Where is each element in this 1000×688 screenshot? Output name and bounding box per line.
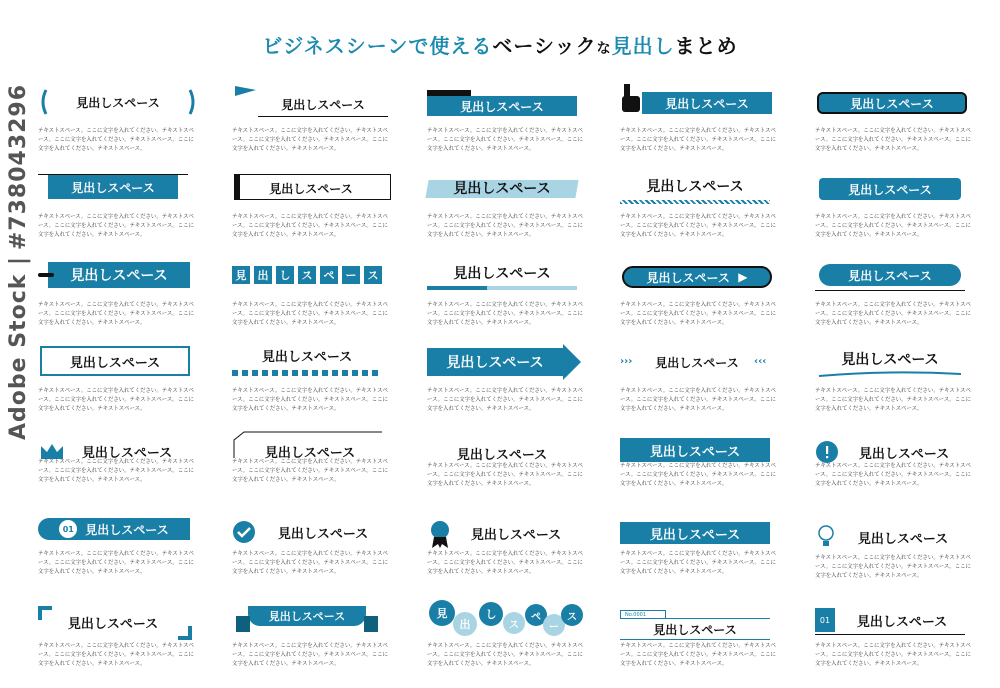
body-text: テキストスペース。ここに文字を入れてください。テキストスペース。ここに文字を入れてください。テキストスペース。ここに文字を入れてください。テキストスペース。: [38, 388, 194, 412]
underline-dark: [427, 286, 487, 290]
heading-sample-ornate-frame: [38, 342, 198, 422]
number-box: 01: [815, 608, 835, 632]
ribbon-tail-left: [236, 616, 250, 632]
body-text: テキストスペース。ここに文字を入れてください。テキストスペース。ここに文字を入れてください。テキストスペース。ここに文字を入れてください。テキストスペース。: [232, 551, 388, 575]
title-part-2: ベーシック: [492, 34, 597, 58]
body-text: テキストスペース。ここに文字を入れてください。テキストスペース。ここに文字を入れてください。テキストスペース。ここに文字を入れてください。テキストスペース。: [38, 302, 194, 326]
heading-label: 見出しスペース: [453, 266, 551, 282]
stock-watermark: [6, 84, 31, 440]
heading-label: 見出しスペース: [85, 522, 169, 537]
check-badge-icon: [232, 520, 256, 544]
tab-number-label: No.0001: [620, 610, 666, 619]
heading-label: 見出しスペース: [620, 438, 770, 462]
heading-sample-check: [232, 516, 392, 596]
heading-label: 見出しスペース: [857, 531, 949, 547]
lightbulb-icon: [817, 524, 835, 548]
heading-sample-hanging-banner: [38, 168, 198, 248]
body-text: テキストスペース。ここに文字を入れてください。テキストスペース。ここに文字を入れてください。テキストスペース。ここに文字を入れてください。テキストスペース。: [815, 643, 971, 667]
heading-label: 見出しスペース: [655, 355, 739, 370]
heading-label: 見出しスペース: [620, 522, 770, 544]
heading-label: 見出しスペース: [264, 445, 356, 461]
numbered-bar: [38, 518, 190, 540]
body-text: テキストスペース。ここに文字を入れてください。テキストスペース。ここに文字を入れてください。テキストスペース。ここに文字を入れてください。テキストスペース。: [620, 302, 776, 326]
char-box: ペ: [320, 266, 338, 284]
heading-label: 見出しスペース: [40, 346, 190, 376]
heading-sample-pill-button: [620, 256, 780, 336]
striped-underline: [620, 200, 770, 204]
heading-sample-rounded-frame: [815, 82, 975, 162]
heading-sample-two-tone-line: [427, 256, 587, 336]
heading-label: 見出しスペース: [856, 614, 948, 630]
watermark-prefix: Adobe Stock |: [6, 255, 31, 440]
heading-sample-flag: [232, 82, 392, 162]
pointing-hand-icon: [620, 82, 644, 114]
ribbon-tail-right: [364, 616, 378, 632]
body-text: テキストスペース。ここに文字を入れてください。テキストスペース。ここに文字を入れてください。テキストスペース。ここに文字を入れてください。テキストスペース。: [427, 128, 583, 152]
underline-light: [487, 286, 577, 290]
body-text: テキストスペース。ここに文字を入れてください。テキストスペース。ここに文字を入れてください。テキストスペース。ここに文字を入れてください。テキストスペース。: [620, 388, 776, 412]
body-text: テキストスペース。ここに文字を入れてください。テキストスペース。ここに文字を入れてください。テキストスペース。ここに文字を入れてください。テキストスペース。: [232, 459, 388, 483]
body-text: テキストスペース。ここに文字を入れてください。テキストスペース。ここに文字を入れてください。テキストスペース。ここに文字を入れてください。テキストスペース。: [427, 388, 583, 412]
bubble-char: 見: [429, 600, 455, 626]
heading-sample-sparkle: [427, 440, 587, 520]
body-text: テキストスペース。ここに文字を入れてください。テキストスペース。ここに文字を入れてください。テキストスペース。ここに文字を入れてください。テキストスペース。: [815, 388, 971, 412]
char-box: 出: [254, 266, 272, 284]
heading-label: 見出しスペース: [269, 181, 353, 196]
heading-sample-char-boxes: [232, 256, 392, 336]
body-text: テキストスペース。ここに文字を入れてください。テキストスペース。ここに文字を入れてください。テキストスペース。ここに文字を入れてください。テキストスペース。: [815, 302, 971, 326]
body-text: テキストスペース。ここに文字を入れてください。テキストスペース。ここに文字を入れてください。テキストスペース。ここに文字を入れてください。テキストスペース。: [427, 214, 583, 238]
heading-sample-corner-fold: [620, 436, 780, 516]
heading-sample-ticket: [815, 168, 975, 248]
heading-label: 見出しスペース: [456, 447, 548, 463]
body-text: テキストスペース。ここに文字を入れてください。テキストスペース。ここに文字を入れてください。テキストスペース。ここに文字を入れてください。テキストスペース。: [620, 551, 776, 575]
heading-sample-alert: [815, 436, 975, 516]
heading-label: 見出しスペース: [76, 95, 160, 110]
heading-sample-folded-corner: [232, 430, 392, 510]
base-line: [815, 290, 965, 291]
arrow-head-icon: [563, 344, 583, 380]
bubble-char: ー: [543, 614, 565, 636]
pill-heading: [622, 266, 772, 288]
play-icon: ▶: [738, 270, 748, 284]
body-text: テキストスペース。ここに文字を入れてください。テキストスペース。ここに文字を入れてください。テキストスペース。ここに文字を入れてください。テキストスペース。: [620, 214, 776, 238]
heading-sample-tag: [38, 256, 198, 336]
heading-label: 見出しスペース: [646, 270, 730, 285]
triangle-row-icon: [232, 370, 382, 376]
heading-sample-hand: [620, 82, 780, 162]
heading-sample-box: [232, 168, 392, 248]
heading-label: 見出しスペース: [819, 178, 961, 200]
char-box: 見: [232, 266, 250, 284]
body-text: テキストスペース。ここに文字を入れてください。テキストスペース。ここに文字を入れてください。テキストスペース。ここに文字を入れてください。テキストスペース。: [232, 388, 388, 412]
body-text: テキストスペース。ここに文字を入れてください。テキストスペース。ここに文字を入れてください。テキストスペース。ここに文字を入れてください。テキストスペース。: [427, 643, 583, 667]
body-text: テキストスペース。ここに文字を入れてください。テキストスペース。ここに文字を入れてください。テキストスペース。ここに文字を入れてください。テキストスペース。: [232, 214, 388, 238]
heading-sample-medal: [427, 516, 587, 596]
heading-label: 見出しスペース: [48, 262, 190, 288]
base-line: [815, 634, 965, 635]
heading-label: 見出しスペース: [646, 179, 744, 195]
body-text: テキストスペース。ここに文字を入れてください。テキストスペース。ここに文字を入れてください。テキストスペース。ここに文字を入れてください。テキストスペース。: [38, 551, 194, 575]
title-part-1: ビジネスシーンで使える: [262, 34, 493, 58]
heading-sample-bubbles: [427, 598, 587, 678]
char-box-row: [232, 266, 392, 284]
heading-sample-ribbon: [232, 604, 392, 684]
heading-label: 見出しスペース: [858, 446, 950, 462]
heading-sample-tab-number: [620, 604, 780, 684]
char-box: ス: [364, 266, 382, 284]
heading-label: 見出しスペース: [427, 348, 563, 376]
title-part-4: 見出し: [611, 34, 675, 58]
heading-label: 見出しスペース: [470, 527, 562, 543]
heading-label: 見出しスペース: [48, 175, 178, 199]
page-title: [0, 30, 1000, 59]
bubble-char: ス: [503, 612, 525, 634]
heading-sample-striped-line: [620, 168, 780, 248]
body-text: テキストスペース。ここに文字を入れてください。テキストスペース。ここに文字を入れてください。テキストスペース。ここに文字を入れてください。テキストスペース。: [232, 302, 388, 326]
heading-label: 見出しスペース: [642, 92, 772, 114]
heading-label: 見出しスペース: [620, 618, 770, 640]
heading-sample-signboard: [815, 256, 975, 336]
body-text: テキストスペース。ここに文字を入れてください。テキストスペース。ここに文字を入れてください。テキストスペース。ここに文字を入れてください。テキストスペース。: [815, 555, 971, 579]
heading-sample-brush: [427, 168, 587, 248]
heading-sample-laurel: [38, 82, 198, 162]
heading-label: 見出しスペース: [261, 349, 353, 365]
body-text: テキストスペース。ここに文字を入れてください。テキストスペース。ここに文字を入れてください。テキストスペース。ここに文字を入れてください。テキストスペース。: [232, 128, 388, 152]
heading-sample-tab-bar: [427, 82, 587, 162]
exclamation-badge-icon: [815, 440, 839, 464]
bubble-char: ス: [561, 604, 583, 626]
chevron-right-icon: ›››: [620, 356, 633, 367]
body-text: テキストスペース。ここに文字を入れてください。テキストスペース。ここに文字を入れてください。テキストスペース。ここに文字を入れてください。テキストスペース。: [620, 463, 776, 487]
body-text: テキストスペース。ここに文字を入れてください。テキストスペース。ここに文字を入れてください。テキストスペース。ここに文字を入れてください。テキストスペース。: [620, 643, 776, 667]
bubble-char: ペ: [525, 604, 547, 626]
body-text: テキストスペース。ここに文字を入れてください。テキストスペース。ここに文字を入れてください。テキストスペース。ここに文字を入れてください。テキストスペース。: [620, 128, 776, 152]
heading-label: 見出しスペース: [277, 526, 369, 542]
heading-label: 見出しスペース: [841, 352, 939, 368]
heading-sample-crown: [38, 436, 198, 516]
chevron-left-icon: ‹‹‹: [754, 356, 767, 367]
heading-sample-chevrons: [620, 342, 780, 422]
swoosh-line: [815, 370, 965, 378]
heading-sample-numbered: [38, 516, 198, 596]
heading-sample-number-box: [815, 604, 975, 684]
char-box: ー: [342, 266, 360, 284]
heading-label: 見出しスペース: [81, 445, 173, 461]
char-box: ス: [298, 266, 316, 284]
heading-label: 見出しスペース: [453, 181, 551, 197]
heading-label: 見出しスペース: [817, 92, 967, 114]
heading-sample-idea: [815, 516, 975, 596]
heading-sample-brackets: [38, 604, 198, 684]
body-text: テキストスペース。ここに文字を入れてください。テキストスペース。ここに文字を入れてください。テキストスペース。ここに文字を入れてください。テキストスペース。: [38, 128, 194, 152]
body-text: テキストスペース。ここに文字を入れてください。テキストスペース。ここに文字を入れてください。テキストスペース。ここに文字を入れてください。テキストスペース。: [815, 128, 971, 152]
heading-label: 見出しスペース: [248, 606, 366, 626]
number-badge: 01: [59, 520, 77, 538]
bracket-bottom-right: [178, 626, 192, 640]
heading-label: 見出しスペース: [427, 96, 577, 116]
body-text: テキストスペース。ここに文字を入れてください。テキストスペース。ここに文字を入れてください。テキストスペース。ここに文字を入れてください。テキストスペース。: [815, 214, 971, 238]
medal-icon: [429, 520, 451, 550]
body-text: テキストスペース。ここに文字を入れてください。テキストスペース。ここに文字を入れてください。テキストスペース。ここに文字を入れてください。テキストスペース。: [38, 459, 194, 483]
heading-sample-swoosh: [815, 342, 975, 422]
char-box: し: [276, 266, 294, 284]
body-text: テキストスペース。ここに文字を入れてください。テキストスペース。ここに文字を入れてください。テキストスペース。ここに文字を入れてください。テキストスペース。: [815, 463, 971, 487]
body-text: テキストスペース。ここに文字を入れてください。テキストスペース。ここに文字を入れてください。テキストスペース。ここに文字を入れてください。テキストスペース。: [232, 643, 388, 667]
heading-sample-tape: [620, 516, 780, 596]
heading-label: 見出しスペース: [258, 92, 388, 117]
watermark-id: #738043296: [6, 83, 31, 251]
body-text: テキストスペース。ここに文字を入れてください。テキストスペース。ここに文字を入れてください。テキストスペース。ここに文字を入れてください。テキストスペース。: [427, 551, 583, 575]
heading-label: 見出しスペース: [67, 616, 159, 632]
heading-sample-triangles: [232, 342, 392, 422]
bubble-char: 出: [453, 612, 477, 636]
body-text: テキストスペース。ここに文字を入れてください。テキストスペース。ここに文字を入れてください。テキストスペース。ここに文字を入れてください。テキストスペース。: [427, 463, 583, 487]
heading-sample-arrow: [427, 342, 587, 422]
body-text: テキストスペース。ここに文字を入れてください。テキストスペース。ここに文字を入れてください。テキストスペース。ここに文字を入れてください。テキストスペース。: [427, 302, 583, 326]
title-part-5: まとめ: [674, 34, 738, 58]
title-part-3: な: [596, 41, 612, 57]
body-text: テキストスペース。ここに文字を入れてください。テキストスペース。ここに文字を入れてください。テキストスペース。ここに文字を入れてください。テキストスペース。: [38, 214, 194, 238]
tag-string: [38, 273, 54, 277]
heading-label: 見出しスペース: [819, 264, 961, 286]
bubble-char: し: [479, 602, 503, 626]
body-text: テキストスペース。ここに文字を入れてください。テキストスペース。ここに文字を入れてください。テキストスペース。ここに文字を入れてください。テキストスペース。: [38, 643, 194, 667]
